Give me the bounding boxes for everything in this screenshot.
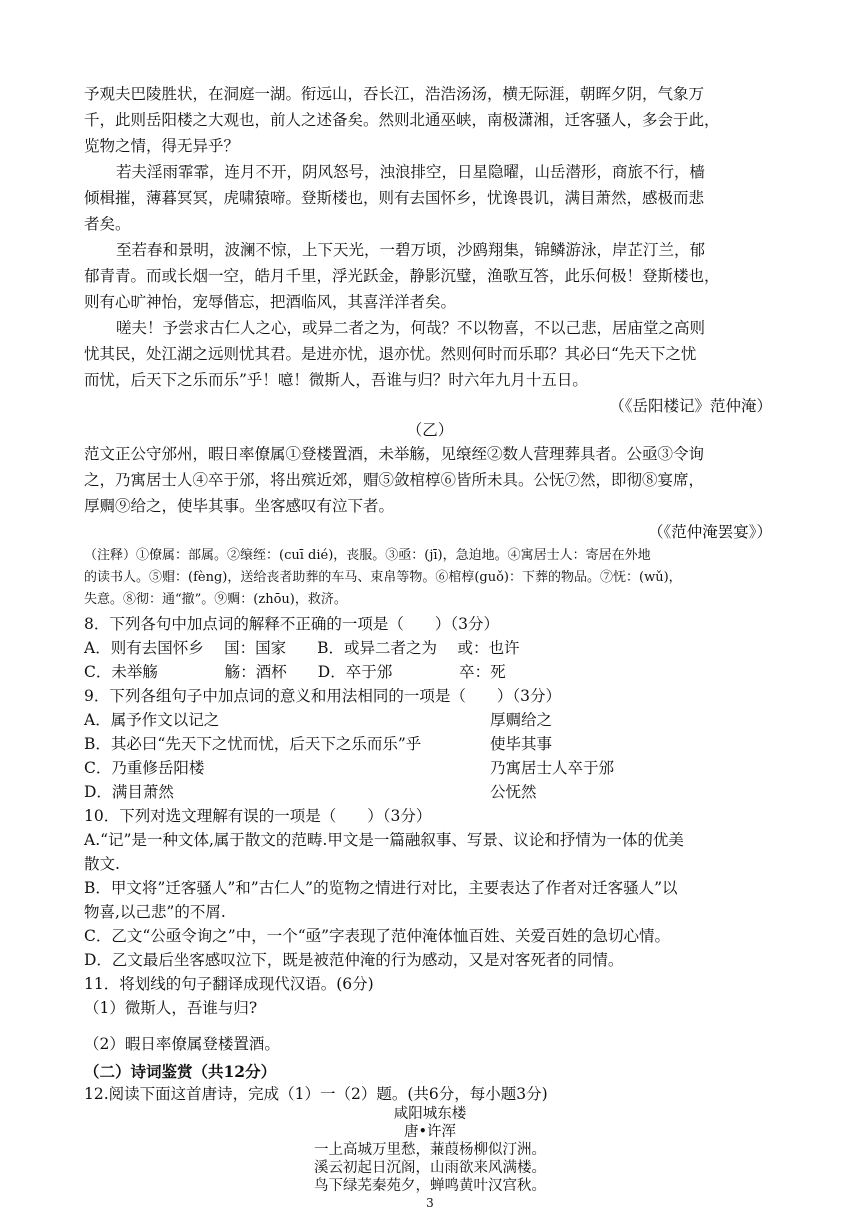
section-poetry-heading: （二）诗词鉴赏（共12分） <box>84 1062 277 1081</box>
q10-line-1: A.“记”是一种文体,属于散文的范畴.甲文是一篇融叙事、写景、议论和抒情为一体的优美 <box>84 831 684 849</box>
poem-line-2: 溪云初起日沉阁，山雨欲来风满楼。 <box>314 1160 546 1176</box>
passage-yi-heading: （乙） <box>406 421 454 439</box>
q9-option-a-left: A．属予作文以记之 <box>84 711 220 729</box>
passage-jia-line-12: 而忧，后天下之乐而乐”乎！噫！微斯人，吾谁与归？时六年九月十五日。 <box>84 371 588 389</box>
q11-stem: 11．将划线的句子翻译成现代汉语。(6分) <box>84 975 374 993</box>
q8-options-ab: A．则有去国怀乡 国：国家 B．或异二者之为 或：也许 <box>84 639 520 657</box>
passage-jia-line-11: 忧其民，处江湖之远则忧其君。是进亦忧，退亦忧。然则何时而乐耶？其必曰“先天下之忧 <box>84 345 697 363</box>
page-number: 3 <box>426 1196 434 1210</box>
q9-stem: 9．下列各组句子中加点词的意义和用法相同的一项是（ ）（3分） <box>84 687 561 705</box>
q10-line-4: 物喜,以己悲”的不屑. <box>84 903 226 921</box>
passage-yi-line-1: 范文正公守邠州，暇日率僚属①登楼置酒，未举觞，见缞绖②数人营理葬具者。公亟③令询 <box>84 445 705 463</box>
q11-sentence-1: （1）微斯人，吾谁与归? <box>84 999 258 1017</box>
passage-jia-line-4: 若夫淫雨霏霏，连月不开，阴风怒号，浊浪排空，日星隐曜，山岳潜形，商旅不行，樯 <box>116 163 706 181</box>
q9-option-c-right: 乃寓居士人卒于邠 <box>490 759 615 777</box>
q8-options-cd: C．未举觞 觞：酒杯 D．卒于邠 卒：死 <box>84 663 506 681</box>
q9-option-c-left: C．乃重修岳阳楼 <box>84 759 205 777</box>
passage-jia-line-2: 千，此则岳阳楼之大观也，前人之述备矣。然则北通巫峡，南极潇湘，迁客骚人，多会于此， <box>84 111 720 129</box>
q9-option-b-right: 使毕其事 <box>490 735 553 753</box>
poem-line-1: 一上高城万里愁，蒹葭杨柳似汀洲。 <box>314 1142 546 1158</box>
q10-line-3: B．甲文将”迁客骚人”和”古仁人”的览物之情进行对比，主要表达了作者对迁客骚人”以 <box>84 879 678 897</box>
passage-yi-line-3: 厚赒⑨给之，使毕其事。坐客感叹有泣下者。 <box>84 497 395 515</box>
passage-jia-source: （《岳阳楼记》范仲淹） <box>609 397 772 415</box>
passage-yi-source: （《范仲淹罢宴》） <box>647 523 772 541</box>
passage-jia-line-1: 予观夫巴陵胜状，在洞庭一湖。衔远山，吞长江，浩浩汤汤，横无际涯，朝晖夕阴，气象万 <box>84 85 705 103</box>
q8-stem: 8．下列各句中加点词的解释不正确的一项是（ ）（3分） <box>84 615 499 633</box>
q10-line-6: D．乙文最后坐客感叹泣下，既是被范仲淹的行为感动，又是对客死者的同情。 <box>84 951 624 969</box>
passage-jia-line-5: 倾楫摧，薄暮冥冥，虎啸猿啼。登斯楼也，则有去国怀乡，忧谗畏讥，满目萧然，感极而悲 <box>84 189 705 207</box>
poem-line-3: 鸟下绿芜秦苑夕，蝉鸣黄叶汉宫秋。 <box>314 1178 546 1194</box>
passage-jia-line-9: 则有心旷神怡，宠辱偕忘，把酒临风，其喜洋洋者矣。 <box>84 293 457 311</box>
q10-line-5: C．乙文“公亟令询之”中，一个“亟”字表现了范仲淹体恤百姓、关爱百姓的急切心情。 <box>84 927 671 945</box>
q9-option-b-left: B．其必曰“先天下之忧而忧，后天下之乐而乐”乎 <box>84 735 422 753</box>
q11-sentence-2: （2）暇日率僚属登楼置酒。 <box>84 1035 280 1053</box>
q12-stem: 12.阅读下面这首唐诗，完成（1）一（2）题。(共6分，每小题3分) <box>84 1085 548 1103</box>
q9-option-a-right: 厚赒给之 <box>490 711 553 729</box>
notes-line-3: 失意。⑧彻：通“撤”。⑨赒：(zhōu)，救济。 <box>84 592 347 607</box>
q9-option-d-left: D．满目萧然 <box>84 783 174 801</box>
q10-stem: 10．下列对选文理解有误的一项是（ ）（3分） <box>84 807 432 825</box>
q10-line-2: 散文. <box>84 855 120 873</box>
notes-line-2: 的读书人。⑤赗：(fèng)，送给丧者助葬的车马、束帛等物。⑥棺椁(guǒ)：下葬的物品。⑦怃：(wǔ)， <box>84 570 682 585</box>
passage-jia-line-8: 郁青青。而或长烟一空，皓月千里，浮光跃金，静影沉璧，渔歌互答，此乐何极！登斯楼也， <box>84 267 720 285</box>
passage-jia-line-7: 至若春和景明，波澜不惊，上下天光，一碧万顷，沙鸥翔集，锦鳞游泳，岸芷汀兰，郁 <box>116 241 706 259</box>
passage-yi-line-2: 之，乃寓居士人④卒于邠，将出殡近郊，赗⑤敛棺椁⑥皆所未具。公怃⑦然，即彻⑧宴席， <box>84 471 705 489</box>
q9-option-d-right: 公怃然 <box>490 783 537 801</box>
passage-jia-line-10: 嗟夫！予尝求古仁人之心，或异二者之为，何哉？不以物喜，不以己悲，居庙堂之高则 <box>116 319 706 337</box>
passage-jia-line-3: 览物之情，得无异乎？ <box>84 137 240 155</box>
notes-line-1: （注释）①僚属：部属。②缞绖：(cuī dié)，丧服。③亟：(jī)，急迫地。④寓居士人：寄居在外地 <box>84 548 651 563</box>
poem-author: 唐•许浑 <box>403 1124 457 1140</box>
poem-title: 咸阳城东楼 <box>393 1106 467 1122</box>
passage-jia-line-6: 者矣。 <box>84 215 131 233</box>
